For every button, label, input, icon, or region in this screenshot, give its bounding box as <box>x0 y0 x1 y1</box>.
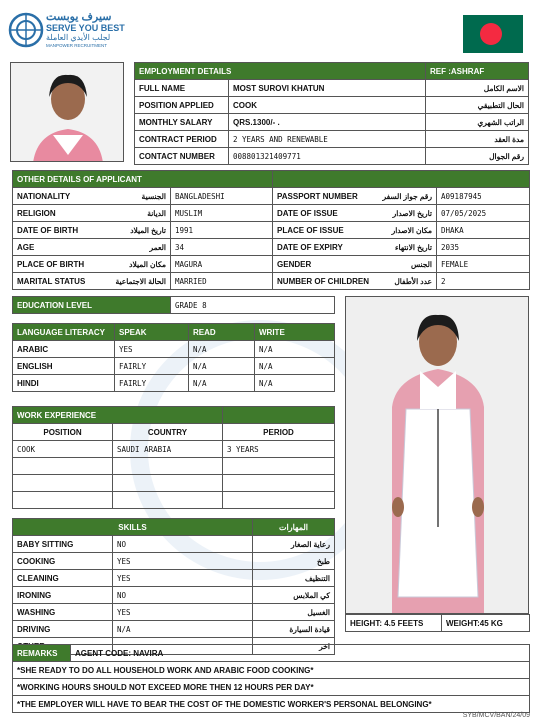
language-row <box>13 358 335 375</box>
lang-col-header: LANGUAGE LITERACY <box>13 324 115 341</box>
skill-name-ar: قيادة السيارة <box>253 621 335 638</box>
skill-row <box>13 604 335 621</box>
work-row <box>13 475 335 492</box>
applicant-row <box>13 239 530 256</box>
position-col-header: POSITION <box>13 424 113 441</box>
skill-row <box>13 536 335 553</box>
employment-row <box>135 114 529 131</box>
period-col-header: PERIOD <box>223 424 335 441</box>
applicant-row <box>13 273 530 290</box>
work-position: COOK <box>13 441 113 458</box>
applicant-row <box>13 222 530 239</box>
issue-date-value: 07/05/2025 <box>437 205 530 222</box>
height-value: HEIGHT: 4.5 FEETS <box>346 615 442 632</box>
applicant-header-blank <box>273 171 530 188</box>
skill-name: COOKING <box>13 553 113 570</box>
measurements-table <box>345 614 530 632</box>
education-label: EDUCATION LEVEL <box>13 297 171 314</box>
agency-logo <box>8 10 148 52</box>
dob-value: 1991 <box>171 222 273 239</box>
write-value: N/A <box>255 375 335 392</box>
applicant-row <box>13 256 530 273</box>
work-country <box>113 492 223 509</box>
religion-value: MUSLIM <box>171 205 273 222</box>
skill-name-ar: الغسيل <box>253 604 335 621</box>
skill-value: NO <box>113 587 253 604</box>
remarks-table <box>12 644 530 713</box>
field-label: MARITAL STATUS الحالة الاجتماعية <box>13 273 171 290</box>
skill-row <box>13 570 335 587</box>
footer-code: SYB/MCV/BAN/24/09 <box>462 712 530 719</box>
employment-header: EMPLOYMENT DETAILS <box>135 63 426 80</box>
employment-details-table <box>134 62 529 165</box>
employment-row <box>135 148 529 165</box>
work-period <box>223 492 335 509</box>
work-position <box>13 475 113 492</box>
remark-line: *SHE READY TO DO ALL HOUSEHOLD WORK AND ARABIC FOOD COOKING* <box>13 662 530 679</box>
row-label-ar: الراتب الشهري <box>426 114 529 131</box>
row-label-ar: الحال التطبيقي <box>426 97 529 114</box>
logo-globe-icon <box>8 12 44 48</box>
row-label-ar: الاسم الكامل <box>426 80 529 97</box>
education-table <box>12 296 335 314</box>
row-label-ar: رقم الجوال <box>426 148 529 165</box>
skill-value: NO <box>113 536 253 553</box>
skill-name: IRONING <box>13 587 113 604</box>
field-label: NATIONALITY الجنسية <box>13 188 171 205</box>
skill-name: BABY SITTING <box>13 536 113 553</box>
skills-header-ar: المهارات <box>253 519 335 536</box>
contact-value: 008801321409771 <box>229 148 426 165</box>
field-label: DATE OF EXPIRY تاريخ الانتهاء <box>273 239 437 256</box>
applicant-row <box>13 188 530 205</box>
skills-table <box>12 518 335 655</box>
read-value: N/A <box>189 358 255 375</box>
skill-name: CLEANING <box>13 570 113 587</box>
age-value: 34 <box>171 239 273 256</box>
skill-name-ar: رعاية الصغار <box>253 536 335 553</box>
remark-line: *THE EMPLOYER WILL HAVE TO BEAR THE COST OF THE DOMESTIC WORKER'S PERSONAL BELONGING* <box>13 696 530 713</box>
skill-row <box>13 587 335 604</box>
speak-value: FAIRLY <box>115 358 189 375</box>
weight-value: WEIGHT:45 KG <box>442 615 530 632</box>
employment-row <box>135 97 529 114</box>
row-label: CONTACT NUMBER <box>135 148 229 165</box>
reference: REF :ASHRAF <box>426 63 529 80</box>
read-col-header: READ <box>189 324 255 341</box>
skill-name-ar: التنظيف <box>253 570 335 587</box>
skill-value: YES <box>113 553 253 570</box>
work-row <box>13 441 335 458</box>
read-value: N/A <box>189 375 255 392</box>
remarks-label: REMARKS <box>13 645 71 662</box>
education-value: GRADE 8 <box>171 297 335 314</box>
agency-subtitle-ar: لجلب الأيدي العاملة <box>46 33 111 42</box>
skill-row <box>13 553 335 570</box>
work-period: 3 YEARS <box>223 441 335 458</box>
applicant-header: OTHER DETAILS OF APPLICANT <box>13 171 273 188</box>
work-period <box>223 458 335 475</box>
applicant-photo-full <box>345 296 529 614</box>
bangladesh-flag <box>463 15 523 53</box>
field-label: DATE OF BIRTH تاريخ الميلاد <box>13 222 171 239</box>
field-label: RELIGION الديانة <box>13 205 171 222</box>
skill-name: WASHING <box>13 604 113 621</box>
position-value: COOK <box>229 97 426 114</box>
speak-value: YES <box>115 341 189 358</box>
full-name-value: MOST SUROVI KHATUN <box>229 80 426 97</box>
row-label: CONTRACT PERIOD <box>135 131 229 148</box>
employment-row <box>135 80 529 97</box>
children-value: 2 <box>437 273 530 290</box>
work-country <box>113 458 223 475</box>
field-label: PASSPORT NUMBER رقم جواز السفر <box>273 188 437 205</box>
skill-value: YES <box>113 570 253 587</box>
skills-header: SKILLS <box>13 519 253 536</box>
work-row <box>13 458 335 475</box>
field-label: AGE العمر <box>13 239 171 256</box>
work-period <box>223 475 335 492</box>
row-label: MONTHLY SALARY <box>135 114 229 131</box>
work-position <box>13 492 113 509</box>
agency-name-ar: سيرف يوبست <box>46 11 112 23</box>
skill-value: YES <box>113 604 253 621</box>
work-position <box>13 458 113 475</box>
salary-value: QRS.1300/- . <box>229 114 426 131</box>
work-country: SAUDI ARABIA <box>113 441 223 458</box>
work-experience-table <box>12 406 335 509</box>
agent-code: AGENT CODE: NAVIRA <box>71 645 530 662</box>
language-name: HINDI <box>13 375 115 392</box>
field-label: PLACE OF ISSUE مكان الاصدار <box>273 222 437 239</box>
row-label-ar: مدة العقد <box>426 131 529 148</box>
birthplace-value: MAGURA <box>171 256 273 273</box>
write-value: N/A <box>255 358 335 375</box>
row-label: POSITION APPLIED <box>135 97 229 114</box>
agency-subtitle-en: MANPOWER RECRUITMENT <box>46 43 107 48</box>
speak-value: FAIRLY <box>115 375 189 392</box>
language-table <box>12 323 335 392</box>
applicant-details-table <box>12 170 530 290</box>
skill-name: DRIVING <box>13 621 113 638</box>
work-country <box>113 475 223 492</box>
skill-row <box>13 621 335 638</box>
field-label: GENDER الجنس <box>273 256 437 273</box>
skill-value: N/A <box>113 621 253 638</box>
language-name: ENGLISH <box>13 358 115 375</box>
field-label: PLACE OF BIRTH مكان الميلاد <box>13 256 171 273</box>
write-col-header: WRITE <box>255 324 335 341</box>
contract-value: 2 YEARS AND RENEWABLE <box>229 131 426 148</box>
skill-name-ar: كي الملابس <box>253 587 335 604</box>
language-row <box>13 341 335 358</box>
language-name: ARABIC <box>13 341 115 358</box>
issue-place-value: DHAKA <box>437 222 530 239</box>
speak-col-header: SPEAK <box>115 324 189 341</box>
skill-name-ar: اخر <box>253 638 335 655</box>
language-row <box>13 375 335 392</box>
field-label: DATE OF ISSUE تاريخ الاصدار <box>273 205 437 222</box>
field-label: NUMBER OF CHILDREN عدد الأطفال <box>273 273 437 290</box>
write-value: N/A <box>255 341 335 358</box>
applicant-photo-small <box>10 62 124 162</box>
expiry-value: 2035 <box>437 239 530 256</box>
skill-name-ar: طبخ <box>253 553 335 570</box>
nationality-value: BANGLADESHI <box>171 188 273 205</box>
applicant-row <box>13 205 530 222</box>
marital-value: MARRIED <box>171 273 273 290</box>
read-value: N/A <box>189 341 255 358</box>
remark-line: *WORKING HOURS SHOULD NOT EXCEED MORE THEN 12 HOURS PER DAY* <box>13 679 530 696</box>
work-header: WORK EXPERIENCE <box>13 407 223 424</box>
work-row <box>13 492 335 509</box>
employment-row <box>135 131 529 148</box>
passport-value: A09187945 <box>437 188 530 205</box>
row-label: FULL NAME <box>135 80 229 97</box>
gender-value: FEMALE <box>437 256 530 273</box>
country-col-header: COUNTRY <box>113 424 223 441</box>
agency-name-en: SERVE YOU BEST <box>46 23 125 33</box>
work-header-blank <box>223 407 335 424</box>
